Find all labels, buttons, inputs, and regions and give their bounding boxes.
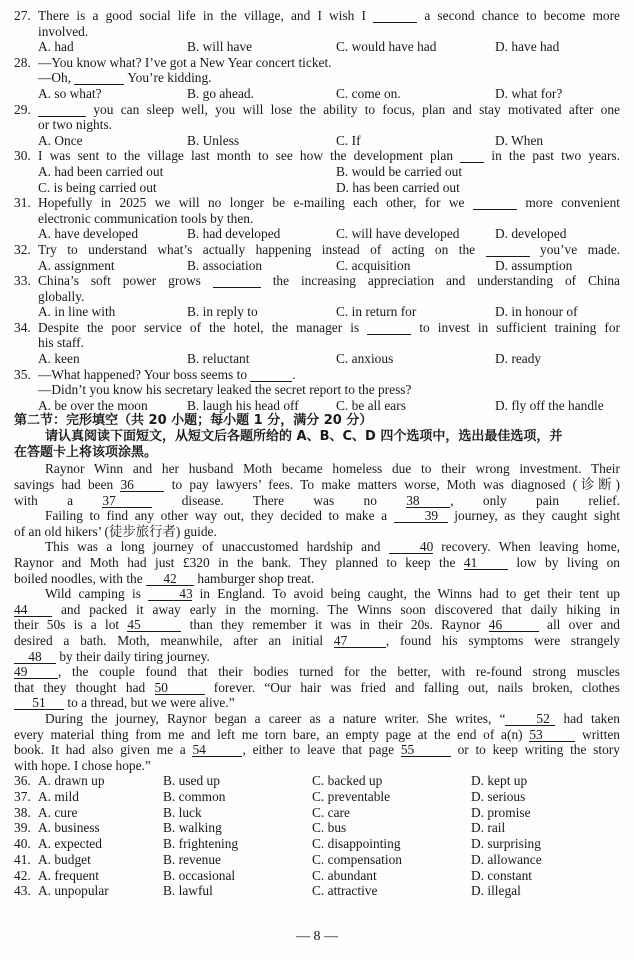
question-27: 27. There is a good social life in the village, and I wish I a second chance to become more involved. A. had B. will have C. would have had D. have had [14,8,620,55]
cloze-passage: Raynor Winn and her husband Moth became homeless due to their wrong investment. Their savings had been 36 to pay lawyers’ fees. To make matters worse, Moth was diagnosed (诊断) with a 37 disease. There was no 38 , only pain relief. Failing to find any other way out, they decided to make a 39 journey, as they caught sight of an old hikers’ (徒步旅行者) guide. This was a long journey of unaccustomed hardship and 40 recovery. When leaving home, Raynor and Moth had just £320 in the bank. They planned to keep the 41 low by living on boiled noodles, with the 42 hamburger shop treat. Wild camping is 43 in England. To avoid being caught, the Winns had to get their tent up 44 and packed it away early in the morning. The Winns soon discovered that daily hiking in their 50s is a lot 45 than they remember it was in their 20s. Raynor 46 all over and desired a bath. Moth, meanwhile, after an initial 47 , found his symptoms were strangely 48 by their daily tiring journey. 49 , the couple found that their bodies turned for the better, with re-found strong muscles that they thought had 50 forever. “Our hair was fried and falling out, nails broken, clothes 51 to a thread, but we were alive.” During the journey, Raynor began a career as a nature writer. She writes, “ 52 had taken every material thing from me and left me torn bare, an empty page at the end of a(n) 53 written book. It had also given me a 54 , either to leave that page 55 or to keep writing the story with hope. I chose hope.” [14,461,620,773]
option-row-38: 38. A. cure B. luck C. care D. promise [14,804,531,820]
options: A. have developed B. had developed C. will have developed D. developed [38,226,567,242]
option-row-42: 42. A. frequent B. occasional C. abundant D. constant [14,867,532,883]
answer-blank[interactable] [250,368,292,382]
answer-blank[interactable] [74,71,124,85]
question-number: 27. [14,8,31,23]
blank-51[interactable]: 51 [14,696,64,710]
blank-47[interactable]: 47 [334,634,386,648]
blank-52[interactable]: 52 [505,712,555,726]
page-number: — 8 — [296,929,338,944]
blank-42[interactable]: 42 [146,572,194,586]
section-instruction-cont: 在答题卡上将该项涂黑。 [14,445,158,461]
blank-40[interactable]: 40 [389,540,433,554]
options: A. assignment B. association C. acquisition D. assumption [38,257,573,273]
blank-44[interactable]: 44 [14,603,52,617]
blank-49[interactable]: 49 [14,665,58,679]
options: A. keen B. reluctant C. anxious D. ready [38,351,542,367]
question-31: 31. Hopefully in 2025 we will no longer be e-mailing each other, for we more convenient electronic communication tools by then. A. have developed B. had developed C. will have developed D. developed [14,195,620,242]
options: A. had B. will have C. would have had D. have had [38,39,560,55]
blank-43[interactable]: 43 [148,587,192,601]
blank-54[interactable]: 54 [192,743,242,757]
answer-blank[interactable] [213,274,261,288]
answer-blank[interactable] [367,321,411,335]
option-row-41: 41. A. budget B. revenue C. compensation D. allowance [14,851,542,867]
blank-39[interactable]: 39 [394,509,448,523]
blank-48[interactable]: 48 [14,650,56,664]
options: A. in line with B. in reply to C. in return for D. in honour of [38,304,578,320]
option-row-37: 37. A. mild B. common C. preventable D. serious [14,789,526,805]
blank-41[interactable]: 41 [464,556,508,570]
blank-36[interactable]: 36 [120,478,164,492]
section-instruction: 请认真阅读下面短文，从短文后各题所给的 A、B、C、D 四个选项中，选出最佳选项，并 [45,429,563,445]
question-34: 34. Despite the poor service of the hotel, the manager is to invest in sufficient training for his staff. A. keen B. reluctant C. anxious D. ready [14,319,620,367]
answer-blank[interactable] [473,196,517,210]
blank-53[interactable]: 53 [529,728,575,742]
option-row-39: 39. A. business B. walking C. bus D. rail [14,820,506,836]
blank-46[interactable]: 46 [489,618,539,632]
option-row-36: 36. A. drawn up B. used up C. backed up D. kept up [14,773,528,789]
blank-45[interactable]: 45 [127,618,181,632]
answer-blank[interactable] [460,149,484,163]
question-30: 30. I was sent to the village last month to see how the development plan in the past two years. A. had been carried out B. would be carried out C. is being carried out D. has been carried out [14,148,620,195]
answer-blank[interactable] [486,243,530,257]
answer-blank[interactable] [373,9,417,23]
answer-blank[interactable] [38,103,86,117]
question-33: 33. China’s soft power grows the increasing appreciation and understanding of China globally. A. in line with B. in reply to C. in return for D. in honour of [14,273,620,320]
option-row-40: 40. A. expected B. frightening C. disappointing D. surprising [14,836,541,852]
options: A. so what? B. go ahead. C. come on. D. what for? [38,85,563,101]
blank-50[interactable]: 50 [155,681,205,695]
options: A. had been carried out B. would be carried out C. is being carried out D. has been carried out [38,163,463,195]
options: A. be over the moon B. laugh his head off C. be all ears D. fly off the handle [38,397,604,413]
blank-38[interactable]: 38 [406,494,450,508]
question-29: 29. you can sleep well, you will lose the ability to focus, plan and stay motivated after one or two nights. A. Once B. Unless C. If D. When [14,101,620,148]
blank-37[interactable]: 37 [102,494,152,508]
section-title: 第二节：完形填空（共 20 小题；每小题 1 分，满分 20 分） [14,413,373,429]
answer-options-table [14,773,620,899]
question-32: 32. Try to understand what’s actually happening instead of acting on the you’ve made. A. assignment B. association C. acquisition D. assumption [14,241,620,273]
question-35: 35. —What happened? Your boss seems to . —Didn’t you know his secretary leaked the secret report to the press? A. be over the moon B. laugh his head off C. be all ears D. fly off the handle [14,367,620,414]
option-row-43: 43. A. unpopular B. lawful C. attractive D. illegal [14,883,521,899]
options: A. Once B. Unless C. If D. When [38,132,544,148]
blank-55[interactable]: 55 [401,743,451,757]
question-28: 28. —You know what? I’ve got a New Year concert ticket. —Oh, You’re kidding. A. so what? B. go ahead. C. come on. D. what for? [14,55,620,102]
